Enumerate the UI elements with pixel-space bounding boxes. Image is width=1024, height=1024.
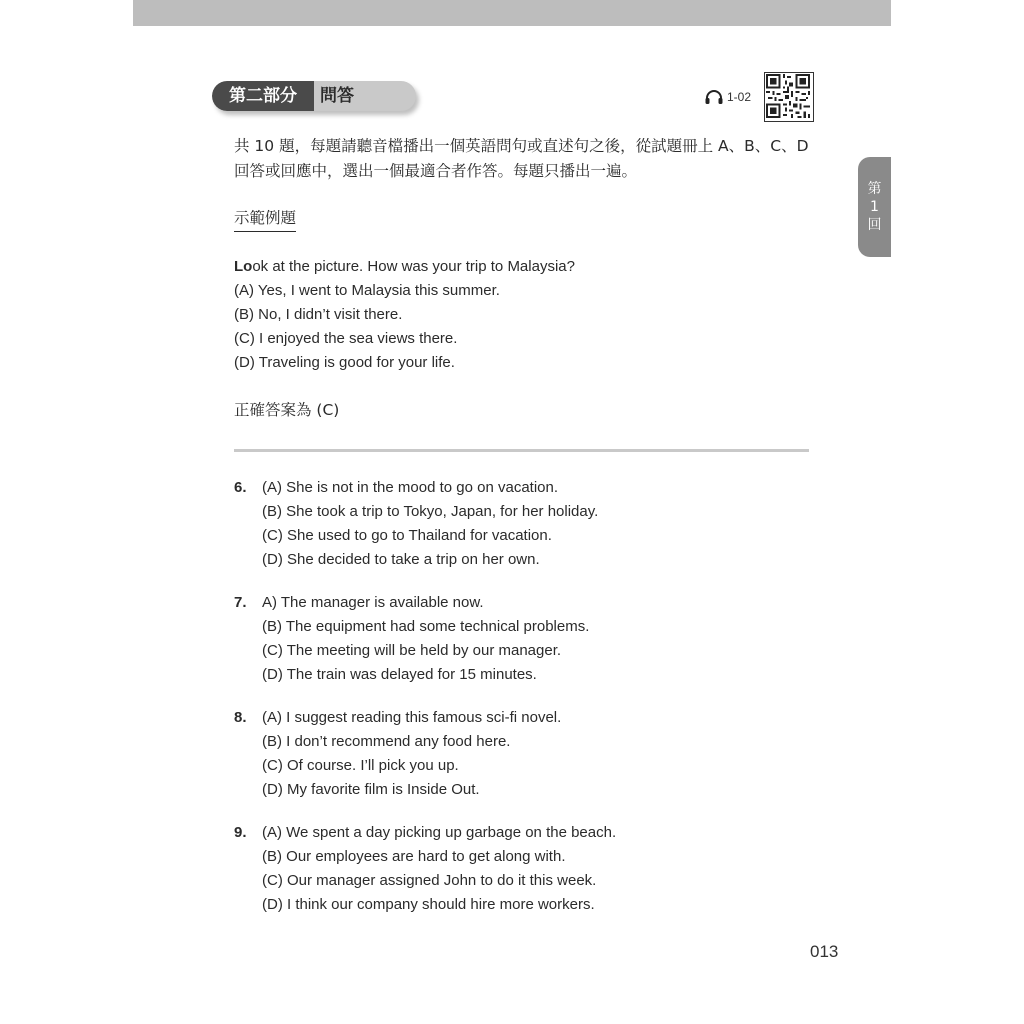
section-label-type: 問答	[320, 86, 354, 106]
question-options	[262, 821, 616, 917]
question-options	[262, 476, 598, 572]
answer-option: (C) The meeting will be held by our manager.	[262, 642, 562, 659]
chapter-side-tab[interactable]	[858, 157, 891, 257]
answer-option: (A) I suggest reading this famous sci-fi novel.	[262, 709, 562, 726]
example-title: 示範例題	[234, 206, 296, 232]
example-question-rest: ok at the picture. How was your trip to Malaysia?	[252, 258, 575, 275]
question-number: 7.	[234, 594, 247, 611]
answer-option: (B) The equipment had some technical problems.	[262, 618, 590, 635]
example-option: (A) Yes, I went to Malaysia this summer.	[234, 282, 500, 299]
audio-track-number: 1-02	[727, 90, 752, 104]
example-option: (C) I enjoyed the sea views there.	[234, 330, 458, 347]
qr-code[interactable]	[764, 72, 814, 122]
section-label-part: 第二部分	[212, 81, 314, 111]
answer-option: (C) Of course. I’ll pick you up.	[262, 757, 459, 774]
answer-option: (D) She decided to take a trip on her own.	[262, 551, 540, 568]
question-number: 6.	[234, 479, 247, 496]
instructions-text: 共 10 題，每題請聽音檔播出一個英語問句或直述句之後，從試題冊上 A、B、C、D 回答或回應中，選出一個最適合者作答。每題只播出一遍。	[234, 137, 809, 180]
qr-code-icon	[766, 74, 810, 118]
example-option: (D) Traveling is good for your life.	[234, 354, 455, 371]
side-tab-char: 第	[867, 181, 882, 197]
example-question	[234, 255, 575, 279]
answer-option: A) The manager is available now.	[262, 594, 484, 611]
question-options	[262, 706, 561, 802]
answer-option: (B) I don’t recommend any food here.	[262, 733, 511, 750]
headphones-icon	[704, 89, 724, 105]
side-tab-char: 回	[867, 217, 882, 233]
question-number: 8.	[234, 709, 247, 726]
example-block	[234, 255, 575, 375]
answer-option: (B) Our employees are hard to get along with.	[262, 848, 566, 865]
page-number: 013	[810, 942, 839, 961]
answer-option: (D) The train was delayed for 15 minutes.	[262, 666, 537, 683]
example-question-lead: Lo	[234, 258, 253, 275]
answer-option: (A) We spent a day picking up garbage on the beach.	[262, 824, 617, 841]
answer-option: (A) She is not in the mood to go on vacation.	[262, 479, 559, 496]
top-band	[133, 0, 891, 26]
answer-option: (D) I think our company should hire more workers.	[262, 896, 595, 913]
section-divider	[234, 449, 809, 452]
example-option: (B) No, I didn’t visit there.	[234, 306, 403, 323]
question-number: 9.	[234, 824, 247, 841]
audio-track-indicator[interactable]	[704, 88, 751, 106]
side-tab-char: 1	[870, 199, 879, 215]
section-header	[212, 81, 416, 111]
example-answer: 正確答案為 (C)	[234, 401, 340, 419]
question-options	[262, 591, 589, 687]
answer-option: (B) She took a trip to Tokyo, Japan, for her holiday.	[262, 503, 599, 520]
answer-option: (D) My favorite film is Inside Out.	[262, 781, 480, 798]
answer-option: (C) She used to go to Thailand for vacation.	[262, 527, 552, 544]
answer-option: (C) Our manager assigned John to do it this week.	[262, 872, 597, 889]
